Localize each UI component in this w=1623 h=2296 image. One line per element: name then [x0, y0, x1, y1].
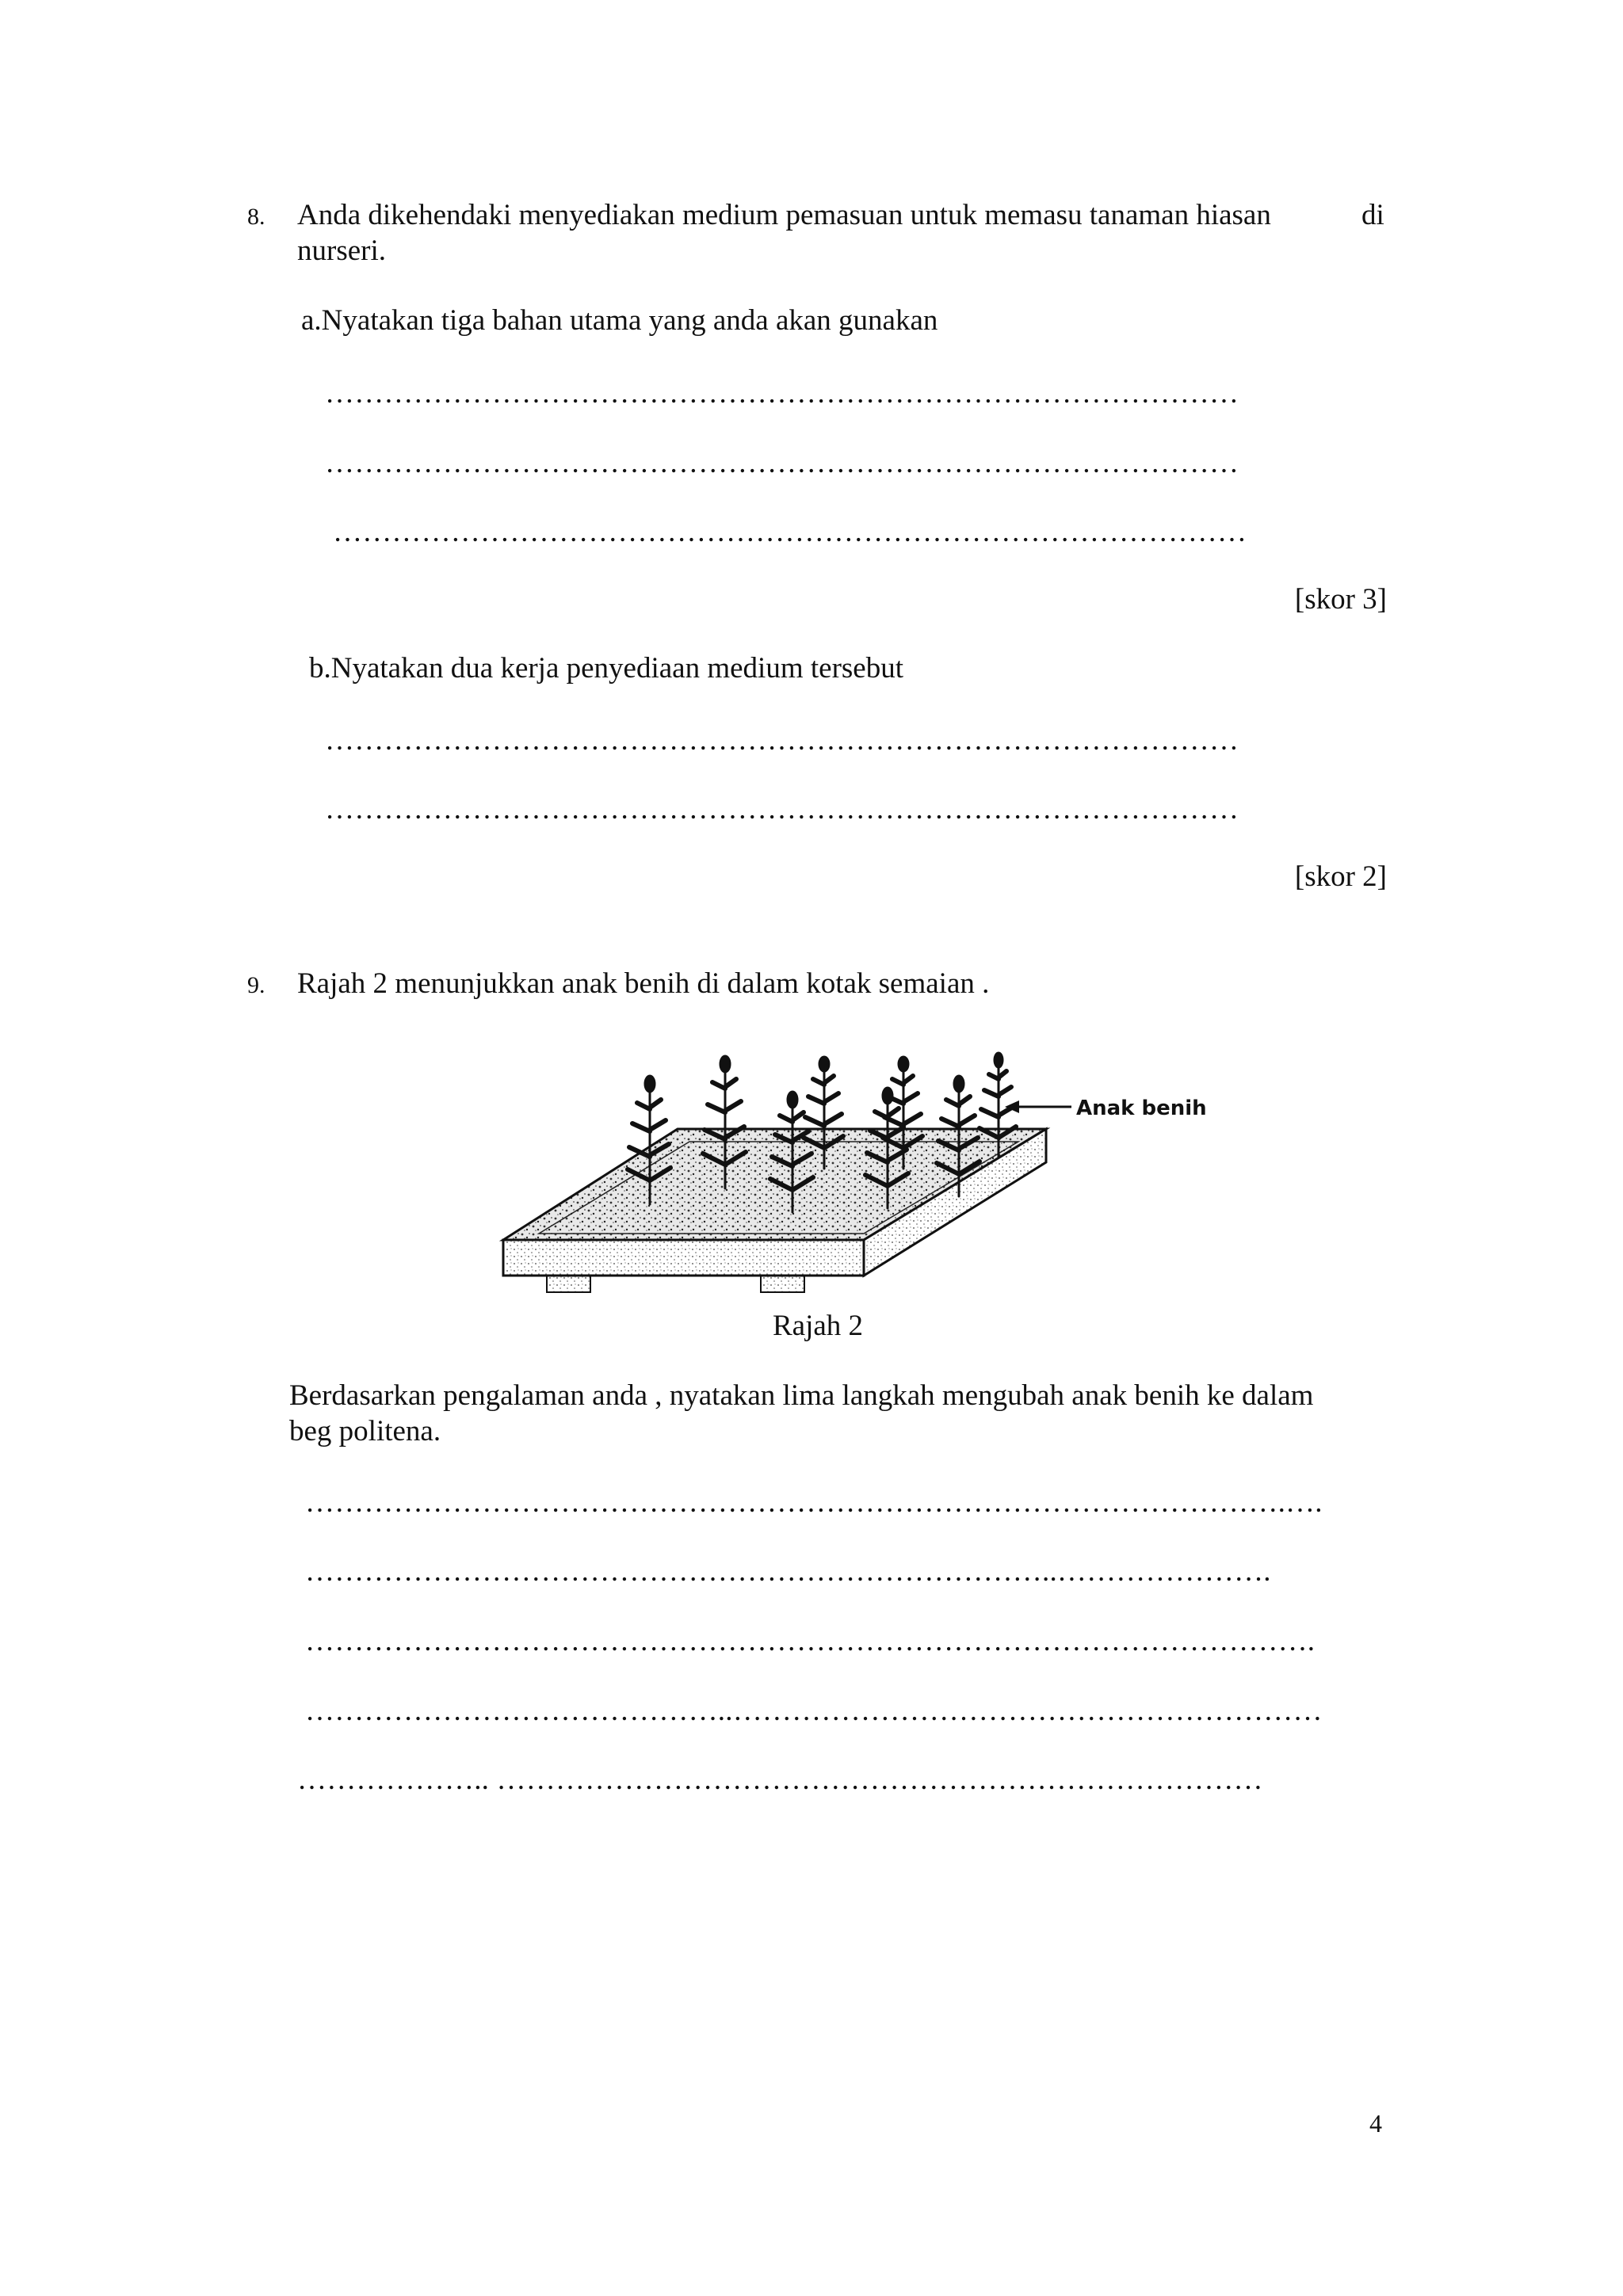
question-8-text-line2: nurseri.	[297, 235, 386, 267]
figure-label-anak-benih: Anak benih	[1076, 1097, 1207, 1120]
answer-line[interactable]: …………………………………………………………………..………………….	[305, 1555, 1271, 1588]
question-8-text-line1: Anda dikehendaki menyediakan medium pemasuan untuk memasu tanaman hiasan	[297, 199, 1271, 231]
question-8a-label: a.Nyatakan tiga bahan utama yang anda akan gunakan	[301, 304, 938, 337]
question-9-text: Rajah 2 menunjukkan anak benih di dalam kotak semaian .	[297, 967, 990, 1000]
answer-line[interactable]: ……………………………………..……………………………………………………	[305, 1695, 1323, 1727]
answer-line[interactable]: …………………………………………………………………………………	[333, 516, 1247, 548]
page-number: 4	[1369, 2109, 1382, 2138]
question-9-number: 9.	[247, 972, 265, 998]
answer-line[interactable]: …………………………………………………………………………………	[325, 724, 1239, 757]
figure-caption: Rajah 2	[773, 1310, 864, 1342]
score-8b: [skor 2]	[1294, 860, 1387, 893]
seedling-tray-illustration	[420, 1026, 1252, 1327]
answer-line[interactable]: …………………………………………………………………………………	[325, 793, 1239, 826]
question-9-prompt-line1: Berdasarkan pengalaman anda , nyatakan lima langkah mengubah anak benih ke dalam	[289, 1379, 1314, 1412]
question-9-prompt-line2: beg politena.	[289, 1415, 441, 1447]
question-8-text-di: di	[1361, 199, 1384, 231]
answer-line[interactable]: …………………………………………………………………………………	[325, 447, 1239, 479]
question-8-number: 8.	[247, 204, 265, 230]
answer-line[interactable]: …………………………………………………………………………………	[325, 377, 1239, 410]
score-8a: [skor 3]	[1294, 583, 1387, 616]
question-8b-label: b.Nyatakan dua kerja penyediaan medium tersebut	[309, 652, 903, 685]
answer-line[interactable]: ……………….. ……………………………………………………………………	[297, 1764, 1263, 1796]
answer-line[interactable]: ………………………………………………………………………………………….	[305, 1625, 1316, 1657]
answer-line[interactable]: ……………………………………………………………………………………….….	[305, 1486, 1323, 1519]
